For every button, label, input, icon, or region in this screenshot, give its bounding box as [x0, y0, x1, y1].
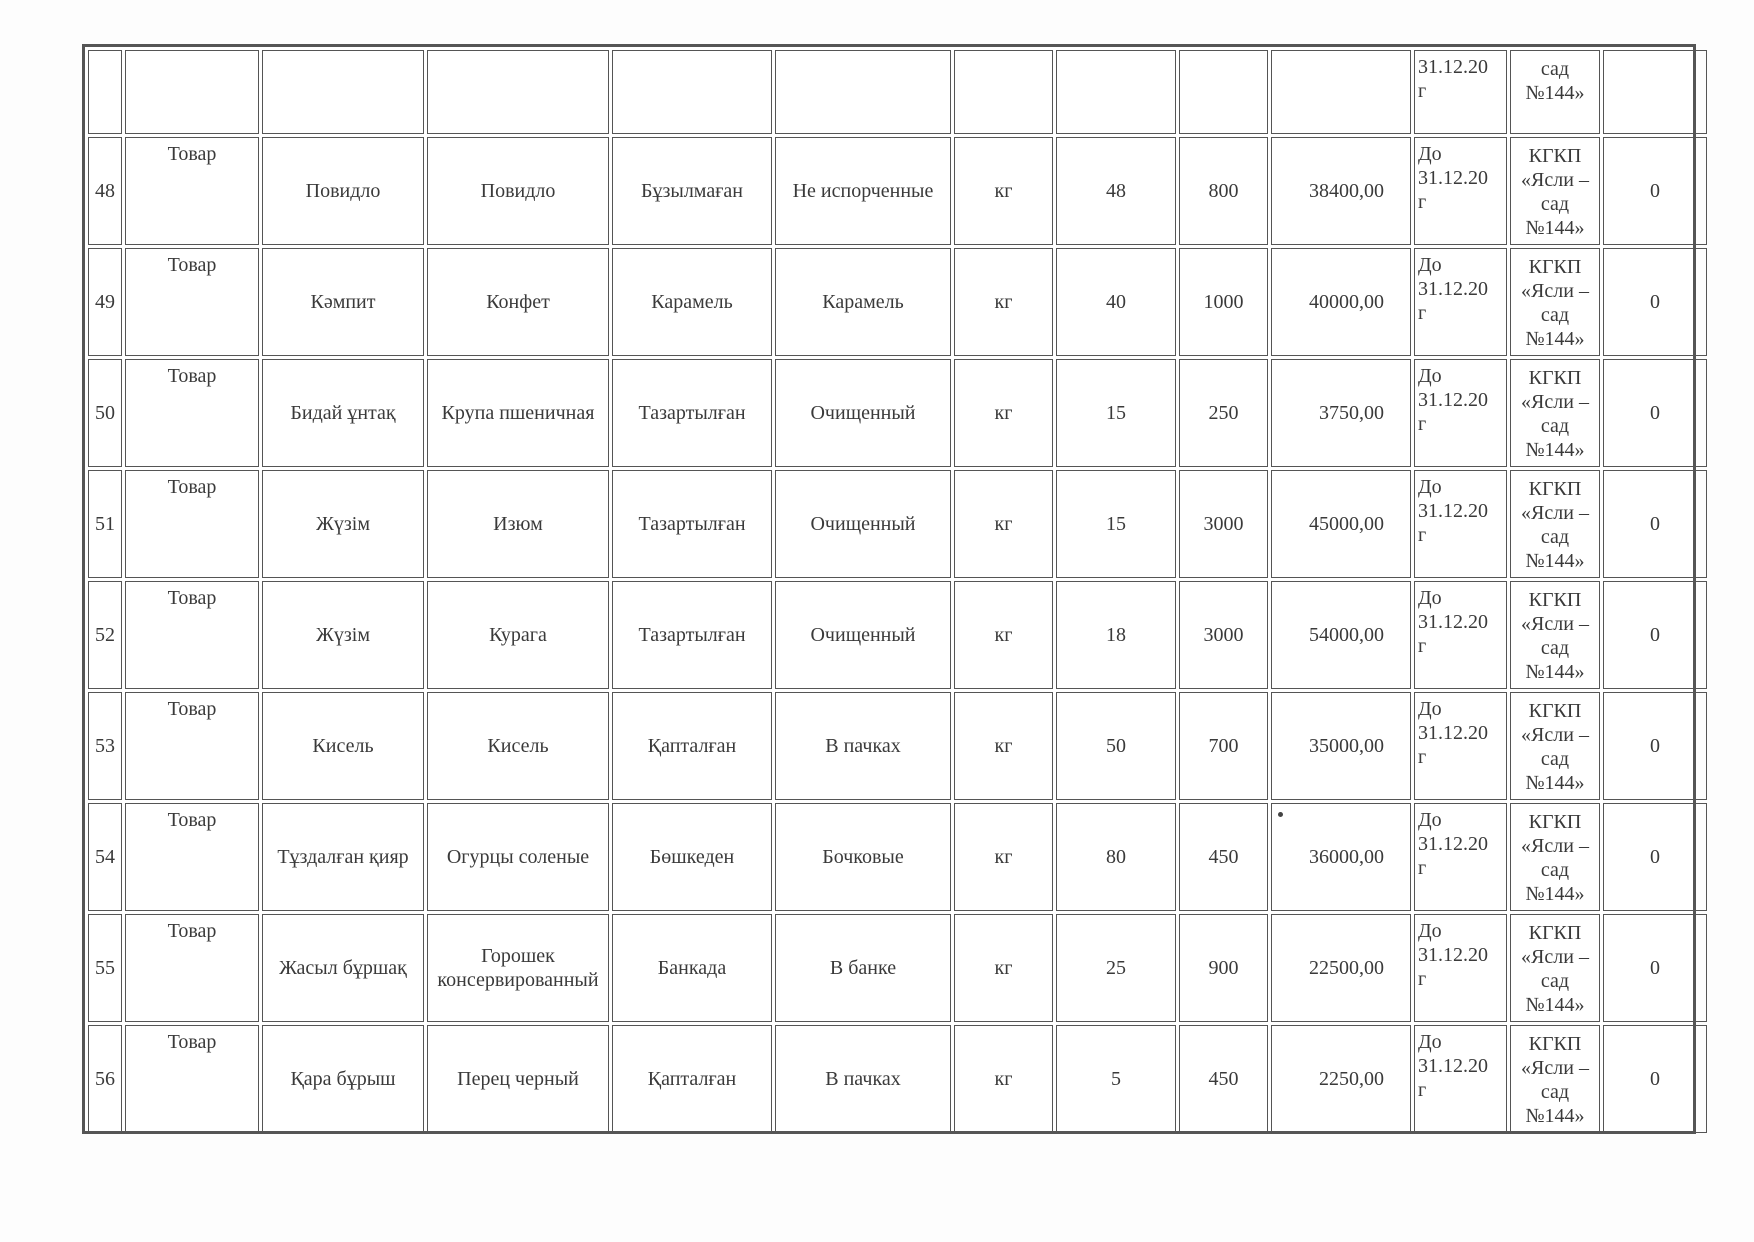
customer-line: КГКП: [1528, 700, 1582, 722]
scan-speck: [1278, 812, 1283, 817]
price-cell: 450: [1179, 1025, 1268, 1133]
name-kz-cell: Повидло: [262, 137, 424, 245]
customer-line: №144»: [1525, 661, 1585, 683]
customer-cell: [1510, 137, 1600, 245]
name-ru-cell: Кисель: [427, 692, 609, 800]
customer-line: сад: [1540, 748, 1570, 770]
delivery-term-line: 31.12.20: [1418, 389, 1488, 411]
delivery-term-line: г: [1418, 413, 1427, 435]
delivery-term-cell: [1414, 581, 1507, 689]
price-cell: 3000: [1179, 581, 1268, 689]
row-number-cell: 49: [88, 248, 122, 356]
customer-line: КГКП: [1528, 367, 1582, 389]
characteristic-kz-cell: Банкада: [612, 914, 772, 1022]
name-kz-cell: Қара бұрыш: [262, 1025, 424, 1133]
customer-line: «Ясли –: [1521, 391, 1589, 413]
characteristic-kz-cell: Қапталған: [612, 692, 772, 800]
customer-line: «Ясли –: [1521, 724, 1589, 746]
characteristic-ru-cell: Очищенный: [775, 359, 951, 467]
type-cell: Товар: [125, 1025, 259, 1133]
customer-line: сад: [1540, 304, 1570, 326]
name-kz-cell: Тұздалған қияр: [262, 803, 424, 911]
customer-line: КГКП: [1528, 256, 1582, 278]
sum-cell: 40000,00: [1271, 248, 1411, 356]
characteristic-kz-cell: Бөшкеден: [612, 803, 772, 911]
characteristic-ru-cell: [775, 50, 951, 134]
delivery-term-line: 31.12.20: [1418, 278, 1488, 300]
name-ru-cell: Изюм: [427, 470, 609, 578]
customer-line: КГКП: [1528, 589, 1582, 611]
customer-line: КГКП: [1528, 478, 1582, 500]
unit-cell: [954, 50, 1053, 134]
table-row: [88, 692, 1707, 800]
quantity-cell: 25: [1056, 914, 1176, 1022]
price-cell: 1000: [1179, 248, 1268, 356]
customer-line: сад: [1540, 859, 1570, 881]
name-ru-cell: Курага: [427, 581, 609, 689]
unit-cell: кг: [954, 581, 1053, 689]
extra-cell: 0: [1603, 248, 1707, 356]
customer-line: КГКП: [1528, 922, 1582, 944]
sum-cell: 3750,00: [1271, 359, 1411, 467]
customer-cell: [1510, 581, 1600, 689]
sum-cell: 2250,00: [1271, 1025, 1411, 1133]
delivery-term-line: 31.12.20: [1418, 944, 1488, 966]
customer-line: №144»: [1525, 994, 1585, 1016]
delivery-term-cell: [1414, 137, 1507, 245]
row-number-cell: 50: [88, 359, 122, 467]
row-number-cell: 56: [88, 1025, 122, 1133]
table-row: [88, 359, 1707, 467]
type-cell: Товар: [125, 914, 259, 1022]
price-cell: 700: [1179, 692, 1268, 800]
delivery-term-cell: [1414, 692, 1507, 800]
unit-cell: кг: [954, 1025, 1053, 1133]
characteristic-ru-cell: Бочковые: [775, 803, 951, 911]
sum-cell: 22500,00: [1271, 914, 1411, 1022]
characteristic-ru-cell: Не испорченные: [775, 137, 951, 245]
price-cell: 800: [1179, 137, 1268, 245]
name-ru-cell: Конфет: [427, 248, 609, 356]
delivery-term-line: г: [1418, 80, 1427, 102]
delivery-term-cell: [1414, 914, 1507, 1022]
characteristic-kz-cell: Карамель: [612, 248, 772, 356]
delivery-term-line: До: [1418, 920, 1442, 942]
extra-cell: 0: [1603, 581, 1707, 689]
customer-cell: [1510, 470, 1600, 578]
extra-cell: 0: [1603, 692, 1707, 800]
type-cell: Товар: [125, 248, 259, 356]
customer-line: №144»: [1525, 439, 1585, 461]
customer-line: сад: [1540, 637, 1570, 659]
type-cell: Товар: [125, 470, 259, 578]
customer-cell: [1510, 248, 1600, 356]
sum-cell: 45000,00: [1271, 470, 1411, 578]
customer-line: сад: [1540, 58, 1570, 80]
table-row: [88, 470, 1707, 578]
delivery-term-cell: [1414, 248, 1507, 356]
name-kz-cell: Бидай ұнтақ: [262, 359, 424, 467]
sum-cell: 35000,00: [1271, 692, 1411, 800]
customer-line: сад: [1540, 193, 1570, 215]
sum-cell: 36000,00: [1271, 803, 1411, 911]
delivery-term-line: До: [1418, 587, 1442, 609]
goods-table-frame: [82, 44, 1696, 1134]
customer-line: «Ясли –: [1521, 1057, 1589, 1079]
delivery-term-cell: [1414, 470, 1507, 578]
row-number-cell: 53: [88, 692, 122, 800]
quantity-cell: 50: [1056, 692, 1176, 800]
table-row: [88, 137, 1707, 245]
table-row: [88, 50, 1707, 134]
type-cell: Товар: [125, 803, 259, 911]
quantity-cell: 5: [1056, 1025, 1176, 1133]
delivery-term-cell: [1414, 359, 1507, 467]
price-cell: 3000: [1179, 470, 1268, 578]
sum-cell: [1271, 50, 1411, 134]
table-row: [88, 803, 1707, 911]
delivery-term-line: До: [1418, 365, 1442, 387]
customer-cell: [1510, 914, 1600, 1022]
name-ru-cell: Горошек консервированный: [427, 914, 609, 1022]
price-cell: 450: [1179, 803, 1268, 911]
characteristic-kz-cell: Тазартылған: [612, 470, 772, 578]
delivery-term-cell: [1414, 50, 1507, 134]
delivery-term-line: г: [1418, 302, 1427, 324]
quantity-cell: 80: [1056, 803, 1176, 911]
characteristic-kz-cell: [612, 50, 772, 134]
customer-cell: [1510, 803, 1600, 911]
delivery-term-line: г: [1418, 857, 1427, 879]
customer-line: КГКП: [1528, 145, 1582, 167]
delivery-term-line: До: [1418, 809, 1442, 831]
unit-cell: кг: [954, 692, 1053, 800]
delivery-term-line: г: [1418, 968, 1427, 990]
type-cell: Товар: [125, 137, 259, 245]
delivery-term-line: г: [1418, 524, 1427, 546]
extra-cell: 0: [1603, 803, 1707, 911]
price-cell: 250: [1179, 359, 1268, 467]
extra-cell: 0: [1603, 137, 1707, 245]
unit-cell: кг: [954, 470, 1053, 578]
characteristic-ru-cell: В пачках: [775, 1025, 951, 1133]
customer-line: №144»: [1525, 550, 1585, 572]
delivery-term-line: 31.12.20: [1418, 833, 1488, 855]
quantity-cell: 40: [1056, 248, 1176, 356]
delivery-term-line: До: [1418, 476, 1442, 498]
characteristic-ru-cell: Очищенный: [775, 581, 951, 689]
delivery-term-line: 31.12.20: [1418, 167, 1488, 189]
delivery-term-line: До: [1418, 698, 1442, 720]
characteristic-kz-cell: Тазартылған: [612, 581, 772, 689]
delivery-term-line: г: [1418, 746, 1427, 768]
table-row: [88, 914, 1707, 1022]
characteristic-ru-cell: Очищенный: [775, 470, 951, 578]
customer-cell: [1510, 359, 1600, 467]
customer-cell: [1510, 692, 1600, 800]
extra-cell: 0: [1603, 470, 1707, 578]
type-cell: Товар: [125, 359, 259, 467]
name-kz-cell: Кисель: [262, 692, 424, 800]
customer-line: «Ясли –: [1521, 613, 1589, 635]
delivery-term-line: г: [1418, 191, 1427, 213]
row-number-cell: 52: [88, 581, 122, 689]
customer-line: «Ясли –: [1521, 946, 1589, 968]
type-cell: [125, 50, 259, 134]
characteristic-ru-cell: В пачках: [775, 692, 951, 800]
extra-cell: 0: [1603, 359, 1707, 467]
name-kz-cell: Кәмпит: [262, 248, 424, 356]
table-row: [88, 581, 1707, 689]
delivery-term-line: До: [1418, 143, 1442, 165]
customer-cell: [1510, 50, 1600, 134]
table-row: [88, 248, 1707, 356]
unit-cell: кг: [954, 248, 1053, 356]
name-kz-cell: [262, 50, 424, 134]
extra-cell: 0: [1603, 1025, 1707, 1133]
delivery-term-line: До: [1418, 254, 1442, 276]
characteristic-ru-cell: В банке: [775, 914, 951, 1022]
quantity-cell: 18: [1056, 581, 1176, 689]
name-ru-cell: Огурцы соленые: [427, 803, 609, 911]
goods-table: [85, 47, 1710, 1136]
customer-cell: [1510, 1025, 1600, 1133]
quantity-cell: 48: [1056, 137, 1176, 245]
customer-line: сад: [1540, 526, 1570, 548]
extra-cell: [1603, 50, 1707, 134]
customer-line: КГКП: [1528, 1033, 1582, 1055]
customer-line: «Ясли –: [1521, 280, 1589, 302]
characteristic-ru-cell: Карамель: [775, 248, 951, 356]
customer-line: сад: [1540, 415, 1570, 437]
customer-line: сад: [1540, 1081, 1570, 1103]
customer-line: «Ясли –: [1521, 502, 1589, 524]
name-kz-cell: Жүзім: [262, 470, 424, 578]
row-number-cell: [88, 50, 122, 134]
sum-cell: 54000,00: [1271, 581, 1411, 689]
name-ru-cell: Повидло: [427, 137, 609, 245]
type-cell: Товар: [125, 692, 259, 800]
quantity-cell: 15: [1056, 359, 1176, 467]
customer-line: «Ясли –: [1521, 169, 1589, 191]
characteristic-kz-cell: Қапталған: [612, 1025, 772, 1133]
characteristic-kz-cell: Тазартылған: [612, 359, 772, 467]
customer-line: №144»: [1525, 883, 1585, 905]
delivery-term-line: 31.12.20: [1418, 611, 1488, 633]
customer-line: №144»: [1525, 217, 1585, 239]
name-kz-cell: Жасыл бұршақ: [262, 914, 424, 1022]
name-ru-cell: [427, 50, 609, 134]
delivery-term-line: г: [1418, 1079, 1427, 1101]
price-cell: [1179, 50, 1268, 134]
delivery-term-line: 31.12.20: [1418, 722, 1488, 744]
row-number-cell: 48: [88, 137, 122, 245]
unit-cell: кг: [954, 359, 1053, 467]
quantity-cell: [1056, 50, 1176, 134]
customer-line: №144»: [1525, 328, 1585, 350]
price-cell: 900: [1179, 914, 1268, 1022]
customer-line: №144»: [1525, 1105, 1585, 1127]
characteristic-kz-cell: Бұзылмаған: [612, 137, 772, 245]
quantity-cell: 15: [1056, 470, 1176, 578]
delivery-term-cell: [1414, 803, 1507, 911]
unit-cell: кг: [954, 803, 1053, 911]
name-kz-cell: Жүзім: [262, 581, 424, 689]
extra-cell: 0: [1603, 914, 1707, 1022]
customer-line: «Ясли –: [1521, 835, 1589, 857]
customer-line: №144»: [1525, 772, 1585, 794]
name-ru-cell: Крупа пшеничная: [427, 359, 609, 467]
name-ru-cell: Перец черный: [427, 1025, 609, 1133]
delivery-term-line: 31.12.20: [1418, 56, 1488, 78]
delivery-term-line: 31.12.20: [1418, 1055, 1488, 1077]
customer-line: КГКП: [1528, 811, 1582, 833]
delivery-term-cell: [1414, 1025, 1507, 1133]
row-number-cell: 54: [88, 803, 122, 911]
unit-cell: кг: [954, 137, 1053, 245]
customer-line: №144»: [1525, 82, 1585, 104]
unit-cell: кг: [954, 914, 1053, 1022]
delivery-term-line: До: [1418, 1031, 1442, 1053]
sum-cell: 38400,00: [1271, 137, 1411, 245]
delivery-term-line: 31.12.20: [1418, 500, 1488, 522]
table-row: [88, 1025, 1707, 1133]
delivery-term-line: г: [1418, 635, 1427, 657]
type-cell: Товар: [125, 581, 259, 689]
row-number-cell: 55: [88, 914, 122, 1022]
row-number-cell: 51: [88, 470, 122, 578]
customer-line: сад: [1540, 970, 1570, 992]
